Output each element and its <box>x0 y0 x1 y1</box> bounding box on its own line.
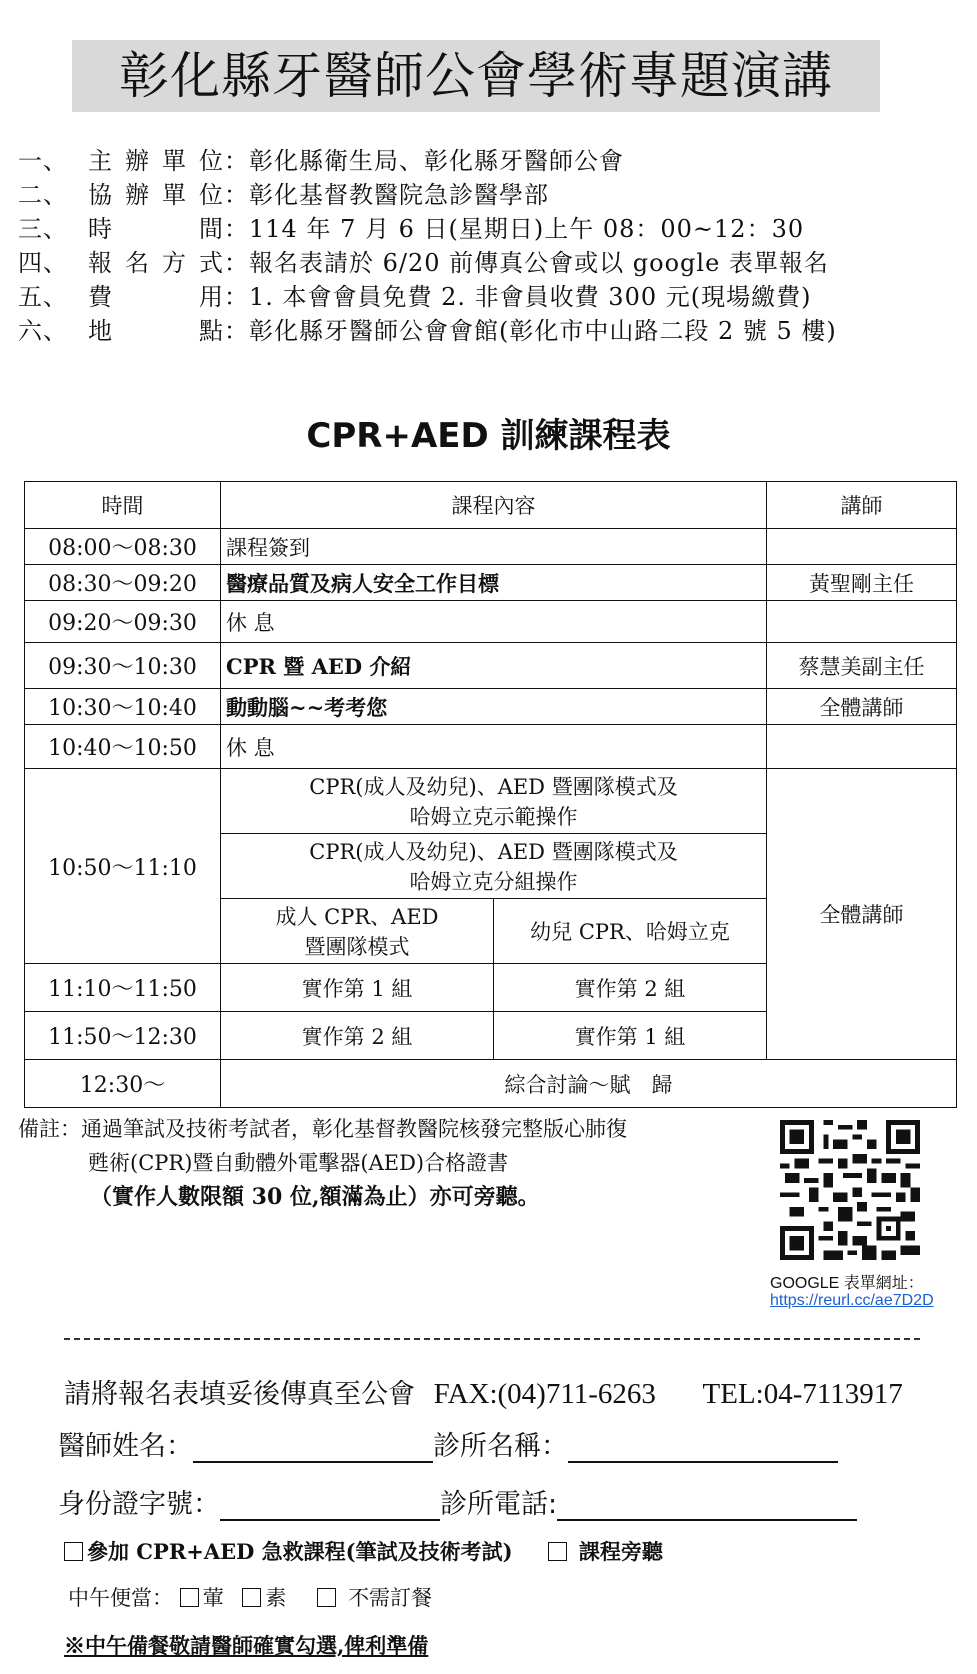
demo-cell <box>221 769 767 834</box>
row-content: 醫療品質及病人安全工作目標 <box>221 565 767 601</box>
header-teacher: 講師 <box>767 482 957 529</box>
page-title: 彰化縣牙醫師公會學術專題演講 <box>119 47 833 105</box>
info-colon: ： <box>224 147 249 175</box>
doctor-name-label: 醫師姓名： <box>58 1431 193 1462</box>
row-teacher <box>767 725 957 769</box>
practice-time: 11:10～11:50 <box>25 964 221 1012</box>
lunch-label: 中午便當： <box>68 1586 173 1610</box>
note-line: 備註：通過筆試及技術考試者，彰化基督教醫院核發完整版心肺復 <box>18 1117 627 1141</box>
row-teacher: 蔡慧美副主任 <box>767 643 957 689</box>
info-num: 六、 <box>18 317 68 345</box>
row-time: 10:30～10:40 <box>25 689 221 725</box>
practice-a: 實作第 1 組 <box>221 964 494 1012</box>
child-cell: 幼兒 CPR、哈姆立克 <box>494 899 767 964</box>
table-header-row <box>25 482 957 529</box>
block-teacher: 全體講師 <box>767 769 957 1060</box>
row-content: 課程簽到 <box>221 529 767 565</box>
info-value: 1. 本會會員免費 2. 非會員收費 300 元(現場繳費) <box>249 283 812 311</box>
field-row <box>58 1482 857 1521</box>
row-content: 休 息 <box>221 725 767 769</box>
note-line-bold: （實作人數限額 30 位,額滿為止）亦可旁聽。 <box>90 1184 540 1210</box>
row-time: 10:40～10:50 <box>25 725 221 769</box>
practice-time: 11:50～12:30 <box>25 1012 221 1060</box>
row-teacher <box>767 601 957 643</box>
lunch-row <box>68 1582 432 1612</box>
info-colon: ： <box>224 215 249 243</box>
info-row <box>18 246 958 280</box>
lunch-meat-label: 葷 <box>202 1586 224 1610</box>
practice-b: 實作第 1 組 <box>494 1012 767 1060</box>
info-colon: ： <box>224 317 249 345</box>
lunch-veg-label: 素 <box>265 1586 287 1610</box>
block-time: 10:50～11:10 <box>25 769 221 964</box>
practice-b: 實作第 2 組 <box>494 964 767 1012</box>
clinic-name-label: 診所名稱： <box>433 1431 568 1462</box>
table-row <box>25 643 957 689</box>
audit-checkbox[interactable] <box>548 1542 567 1561</box>
group-line: 哈姆立克分組操作 <box>409 870 578 894</box>
closing-time: 12:30～ <box>25 1060 221 1108</box>
info-value: 彰化縣牙醫師公會會館(彰化市中山路二段 2 號 5 樓) <box>249 317 837 345</box>
doctor-name-field[interactable] <box>193 1433 433 1463</box>
info-label: 協辦單位 <box>88 181 224 209</box>
id-number-label: 身份證字號： <box>58 1489 220 1520</box>
adult-cell <box>221 899 494 964</box>
info-num: 三、 <box>18 215 68 243</box>
qr-code-icon[interactable] <box>780 1120 920 1260</box>
row-time: 08:30～09:20 <box>25 565 221 601</box>
info-row <box>18 178 958 212</box>
closing-content: 綜合討論～賦 歸 <box>221 1060 957 1108</box>
field-row <box>58 1424 838 1463</box>
clinic-phone-field[interactable] <box>557 1491 857 1521</box>
lunch-none-label: 不需訂餐 <box>348 1586 433 1610</box>
row-teacher <box>767 529 957 565</box>
info-num: 一、 <box>18 147 68 175</box>
info-label: 時間 <box>88 215 224 243</box>
lunch-meat-checkbox[interactable] <box>180 1588 199 1607</box>
fax-instruction <box>64 1372 903 1411</box>
google-form-link[interactable]: https://reurl.cc/ae7D2D <box>770 1292 934 1309</box>
info-row <box>18 280 958 314</box>
info-row <box>18 144 958 178</box>
group-cell <box>221 834 767 899</box>
table-row <box>25 529 957 565</box>
header-time: 時間 <box>25 482 221 529</box>
option-row <box>64 1536 663 1566</box>
demo-line: 哈姆立克示範操作 <box>409 805 578 829</box>
table-row <box>25 769 957 834</box>
info-num: 二、 <box>18 181 68 209</box>
course-title: CPR+AED 訓練課程表 <box>306 416 671 456</box>
table-row <box>25 601 957 643</box>
row-teacher: 黃聖剛主任 <box>767 565 957 601</box>
info-num: 五、 <box>18 283 68 311</box>
course-option-label: 參加 CPR+AED 急救課程(筆試及技術考試) <box>87 1539 513 1564</box>
info-row <box>18 212 958 246</box>
row-content: 動動腦~~考考您 <box>221 689 767 725</box>
tel-number: TEL:04-7113917 <box>702 1378 903 1410</box>
info-label: 地點 <box>88 317 224 345</box>
fax-text: 請將報名表填妥後傳真至公會 <box>64 1379 415 1410</box>
google-form-label: GOOGLE 表單網址： <box>770 1275 924 1292</box>
schedule-table <box>24 481 957 1108</box>
info-row <box>18 314 958 348</box>
row-teacher: 全體講師 <box>767 689 957 725</box>
cut-line-divider <box>64 1338 920 1340</box>
practice-a: 實作第 2 組 <box>221 1012 494 1060</box>
info-colon: ： <box>224 181 249 209</box>
info-value: 報名表請於 6/20 前傳真公會或以 google 表單報名 <box>249 249 829 277</box>
audit-option-label: 課程旁聽 <box>578 1539 663 1564</box>
row-content: CPR 暨 AED 介紹 <box>221 643 767 689</box>
info-label: 費用 <box>88 283 224 311</box>
lunch-note: ※中午備餐敬請醫師確實勾選,俾利準備 <box>64 1633 429 1658</box>
row-time: 09:30～10:30 <box>25 643 221 689</box>
info-colon: ： <box>224 249 249 277</box>
note-line: 甦術(CPR)暨自動體外電擊器(AED)合格證書 <box>88 1151 509 1175</box>
info-colon: ： <box>224 283 249 311</box>
info-label: 報名方式 <box>88 249 224 277</box>
row-content: 休 息 <box>221 601 767 643</box>
clinic-name-field[interactable] <box>568 1433 838 1463</box>
row-time: 08:00～08:30 <box>25 529 221 565</box>
fax-number: FAX:(04)711-6263 <box>433 1378 656 1410</box>
info-label: 主辦單位 <box>88 147 224 175</box>
info-value: 彰化縣衛生局、彰化縣牙醫師公會 <box>249 147 624 175</box>
row-time: 09:20～09:30 <box>25 601 221 643</box>
adult-line: 暨團隊模式 <box>304 935 410 959</box>
clinic-phone-label: 診所電話: <box>440 1489 558 1520</box>
demo-line: CPR(成人及幼兒)、AED 暨團隊模式及 <box>309 775 678 799</box>
lunch-none-checkbox[interactable] <box>317 1588 336 1607</box>
course-checkbox[interactable] <box>64 1542 83 1561</box>
table-row <box>25 725 957 769</box>
group-line: CPR(成人及幼兒)、AED 暨團隊模式及 <box>309 840 678 864</box>
id-number-field[interactable] <box>220 1491 440 1521</box>
table-row <box>25 689 957 725</box>
adult-line: 成人 CPR、AED <box>275 905 439 929</box>
table-row <box>25 1060 957 1108</box>
table-row <box>25 565 957 601</box>
header-content: 課程內容 <box>221 482 767 529</box>
lunch-veg-checkbox[interactable] <box>242 1588 261 1607</box>
info-value: 114 年 7 月 6 日(星期日)上午 08：00~12：30 <box>249 215 805 243</box>
info-value: 彰化基督教醫院急診醫學部 <box>249 181 549 209</box>
info-num: 四、 <box>18 249 68 277</box>
